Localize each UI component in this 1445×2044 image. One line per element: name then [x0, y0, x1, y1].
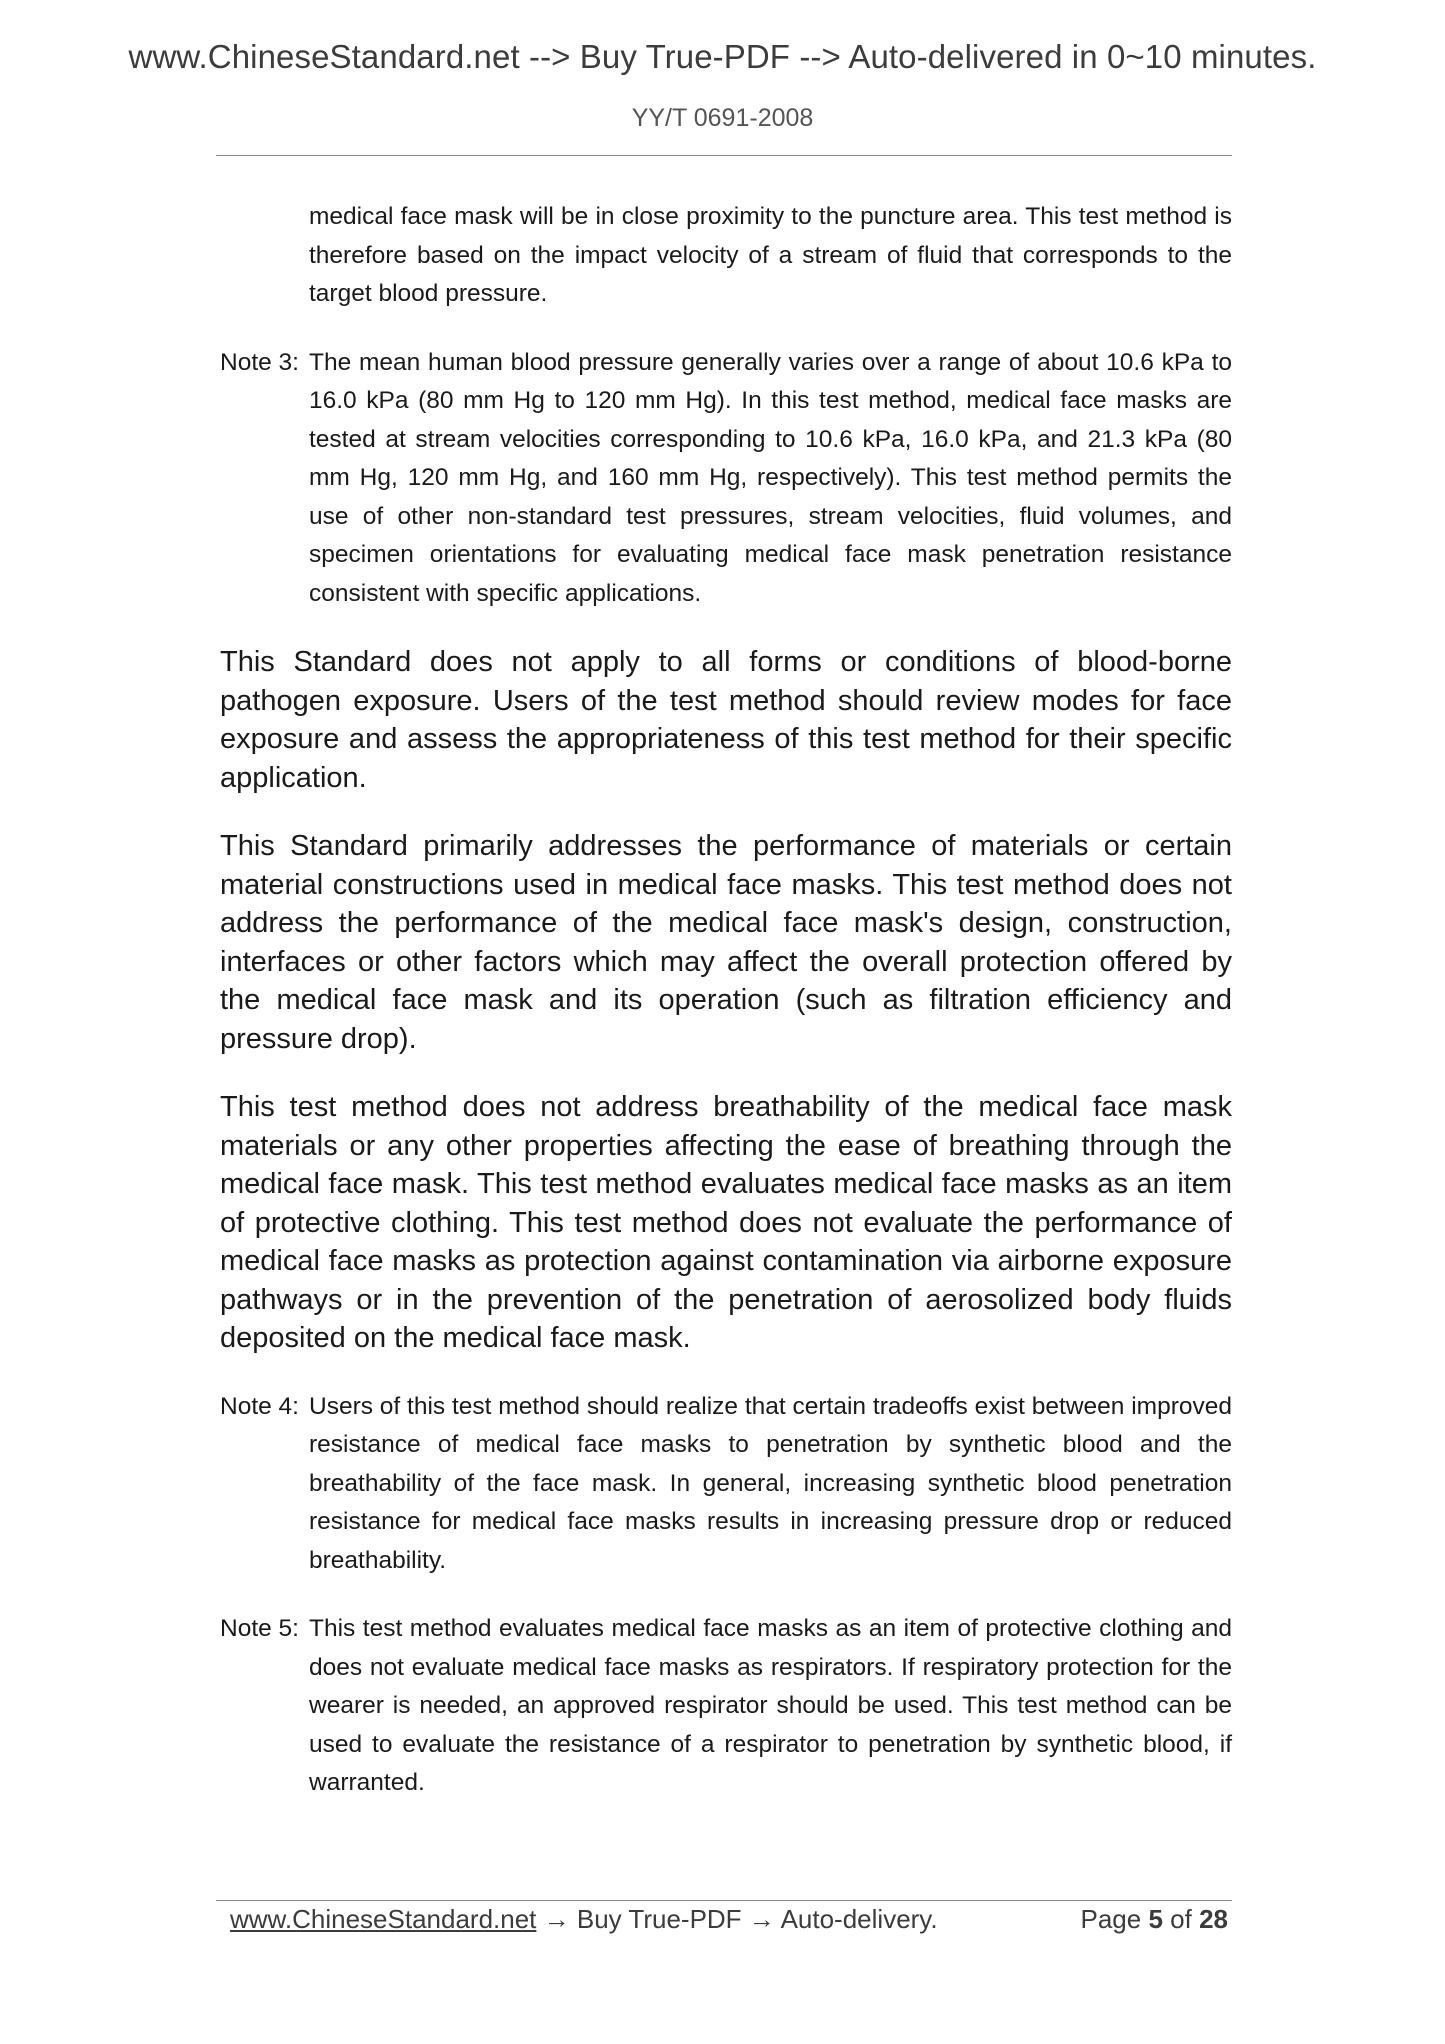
site-banner: www.ChineseStandard.net --> Buy True-PDF --> Auto-delivered in 0~10 minutes. [128, 38, 1317, 75]
document-code: YY/T 0691-2008 [631, 104, 814, 132]
scope-paragraph-2: This Standard primarily addresses the performance of materials or certain material constructions used in medical face masks. This test method does not address the performance of the medical face mask's design, construction, interfaces or other factors which may affect the overall protection offered by the medical face mask and its operation (such as filtration efficiency and pressure drop). [220, 830, 1232, 1055]
of-word: of [1170, 1904, 1192, 1934]
note-4-body: Users of this test method should realize that certain tradeoffs exist between improved resistance of medical face masks to penetration by synthetic blood and the breathability of the face mask. In general, increasing synthetic blood penetration resistance for medical face masks results in increasing pressure drop or reduced breathability. [309, 1392, 1232, 1574]
footer-rule [216, 1900, 1232, 1901]
footer-promo [230, 1904, 938, 1935]
header-rule [216, 155, 1232, 156]
note-4-label: Note 4: [220, 1392, 299, 1420]
note-3-body: The mean human blood pressure generally varies over a range of about 10.6 kPa to 16.0 kPa (80 mm Hg to 120 mm Hg). In this test method, medical face masks are tested at stream velocities corresponding to 10.6 kPa, 16.0 kPa, and 21.3 kPa (80 mm Hg, 120 mm Hg, and 160 mm Hg, respectively). This test method permits the use of other non-standard test pressures, stream velocities, fluid volumes, and specimen orientations for evaluating medical face mask penetration resistance consistent with specific applications. [309, 348, 1232, 607]
page-indicator [1080, 1904, 1228, 1935]
continuation-paragraph: medical face mask will be in close proximity to the puncture area. This test method is therefore based on the impact velocity of a stream of fluid that corresponds to the target blood pressure. [309, 203, 1232, 307]
page-body [220, 198, 1232, 1803]
note-4 [220, 1388, 1232, 1581]
note-3-label: Note 3: [220, 348, 299, 376]
note-5-body: This test method evaluates medical face masks as an item of protective clothing and does not evaluate medical face masks as respirators. If respiratory protection for the wearer is needed, an approved respirator should be used. This test method can be used to evaluate the resistance of a respirator to penetration by synthetic blood, if warranted. [309, 1615, 1232, 1796]
note-5-label: Note 5: [220, 1615, 299, 1642]
page-footer [230, 1904, 1228, 1935]
footer-tagline: → Buy True-PDF → Auto-delivery. [536, 1904, 938, 1934]
scope-paragraph-3: This test method does not address breathability of the medical face mask materials or any other properties affecting the ease of breathing through the medical face mask. This test method evaluates medical face masks as an item of protective clothing. This test method does not evaluate the performance of medical face masks as protection against contamination via airborne exposure pathways or in the prevention of the penetration of aerosolized body fluids deposited on the medical face mask. [220, 1091, 1232, 1354]
scope-paragraph-1: This Standard does not apply to all forms or conditions of blood-borne pathogen exposure. Users of the test method should review modes for face exposure and assess the appropriateness of this test method for their specific application. [220, 646, 1232, 794]
page-total: 28 [1199, 1904, 1228, 1934]
page-number: 5 [1148, 1904, 1163, 1934]
footer-site-link[interactable]: www.ChineseStandard.net [230, 1904, 537, 1934]
note-5 [220, 1610, 1232, 1803]
page-word: Page [1080, 1904, 1142, 1934]
note-3 [220, 344, 1232, 614]
